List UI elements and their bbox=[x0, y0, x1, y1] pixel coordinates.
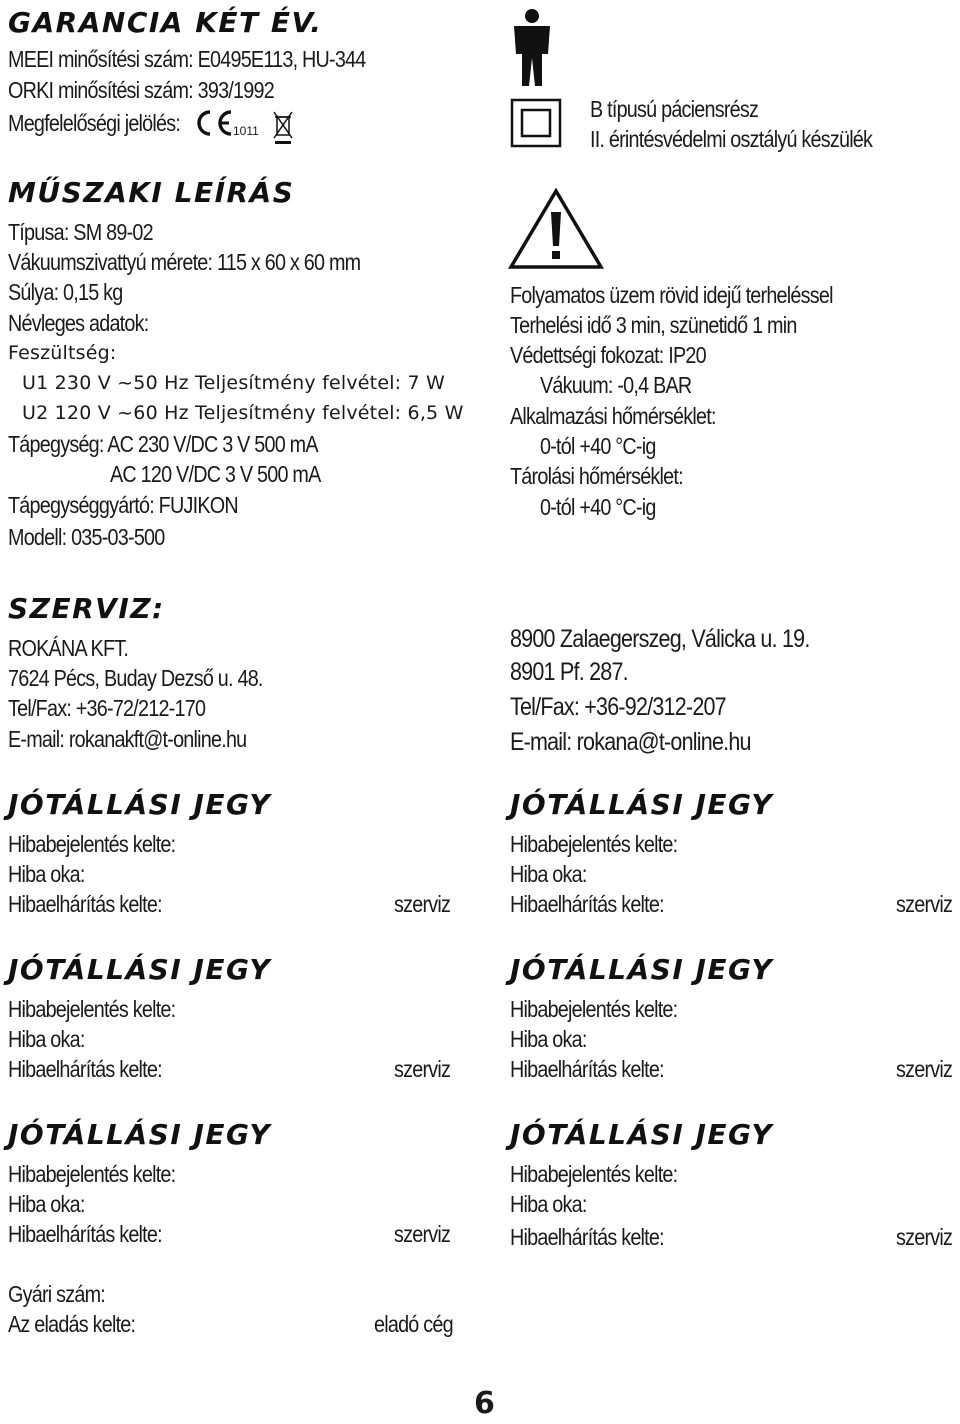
service-left-phone: Tel/Fax: +36-72/212-170 bbox=[8, 695, 206, 721]
card-service: szerviz bbox=[394, 891, 451, 917]
page-number: 6 bbox=[474, 1386, 495, 1421]
seller-label: eladó cég bbox=[374, 1311, 453, 1337]
op-line-4: Vákuum: -0,4 BAR bbox=[540, 372, 692, 398]
card-title: JÓTÁLLÁSI JEGY bbox=[8, 788, 272, 821]
card-title: JÓTÁLLÁSI JEGY bbox=[510, 788, 774, 821]
card-title: JÓTÁLLÁSI JEGY bbox=[8, 1118, 272, 1151]
card-title: JÓTÁLLÁSI JEGY bbox=[510, 1118, 774, 1151]
card-report-date: Hibabejelentés kelte: bbox=[8, 831, 176, 857]
card-report-date: Hibabejelentés kelte: bbox=[8, 996, 176, 1022]
card-cause: Hiba oka: bbox=[510, 1026, 587, 1052]
card-fix-date: Hibaelhárítás kelte: bbox=[510, 1056, 664, 1082]
card-service: szerviz bbox=[896, 1056, 953, 1082]
meei-number: MEEI minősítési szám: E0495E113, HU-344 bbox=[8, 46, 366, 72]
conformity-label: Megfelelőségi jelölés: bbox=[8, 110, 181, 136]
service-left-email: E-mail: rokanakft@t-online.hu bbox=[8, 726, 247, 752]
card-service: szerviz bbox=[394, 1056, 451, 1082]
service-title: SZERVIZ: bbox=[8, 592, 165, 625]
spec-psu1: Tápegység: AC 230 V/DC 3 V 500 mA bbox=[8, 431, 318, 457]
warranty-card bbox=[510, 1118, 960, 1248]
spec-u2: U2 120 V ~60 Hz Teljesítmény felvétel: 6,5 W bbox=[22, 402, 464, 424]
warranty-card bbox=[510, 953, 960, 1083]
op-line-1: Folyamatos üzem rövid idejű terheléssel bbox=[510, 282, 833, 308]
op-line-2: Terhelési idő 3 min, szünetidő 1 min bbox=[510, 312, 797, 338]
card-fix-date: Hibaelhárítás kelte: bbox=[8, 891, 162, 917]
spec-weight: Súlya: 0,15 kg bbox=[8, 279, 123, 305]
orki-number: ORKI minősítési szám: 393/1992 bbox=[8, 77, 274, 103]
service-right-email: E-mail: rokana@t-online.hu bbox=[510, 728, 751, 756]
op-line-5: Alkalmazási hőmérséklet: bbox=[510, 403, 716, 429]
op-line-3: Védettségi fokozat: IP20 bbox=[510, 342, 706, 368]
weee-bin-icon bbox=[272, 110, 294, 146]
card-service: szerviz bbox=[394, 1221, 451, 1247]
card-report-date: Hibabejelentés kelte: bbox=[510, 1161, 678, 1187]
card-title: JÓTÁLLÁSI JEGY bbox=[510, 953, 774, 986]
spec-psu-maker: Tápegységgyártó: FUJIKON bbox=[8, 492, 238, 518]
warranty-card bbox=[510, 788, 960, 918]
card-cause: Hiba oka: bbox=[510, 861, 587, 887]
double-square-class-ii-icon bbox=[510, 98, 562, 148]
b-type-text: B típusú páciensrész bbox=[590, 96, 759, 122]
card-cause: Hiba oka: bbox=[8, 1026, 85, 1052]
card-service: szerviz bbox=[896, 891, 953, 917]
service-left-address: 7624 Pécs, Buday Dezső u. 48. bbox=[8, 665, 263, 691]
op-line-7: Tárolási hőmérséklet: bbox=[510, 463, 683, 489]
op-line-8: 0-tól +40 °C-ig bbox=[540, 494, 656, 520]
spec-psu2: AC 120 V/DC 3 V 500 mA bbox=[110, 461, 321, 487]
serial-number-label: Gyári szám: bbox=[8, 1281, 106, 1307]
card-cause: Hiba oka: bbox=[8, 1191, 85, 1217]
card-fix-date: Hibaelhárítás kelte: bbox=[8, 1056, 162, 1082]
warranty-card bbox=[8, 953, 458, 1083]
card-report-date: Hibabejelentés kelte: bbox=[510, 996, 678, 1022]
service-right-phone: Tel/Fax: +36-92/312-207 bbox=[510, 693, 726, 721]
specs-title: MŰSZAKI LEÍRÁS bbox=[8, 176, 295, 209]
warranty-card bbox=[8, 788, 458, 918]
sale-date-label: Az eladás kelte: bbox=[8, 1311, 136, 1337]
warranty-title: GARANCIA KÉT ÉV. bbox=[8, 6, 323, 39]
warranty-card bbox=[8, 1118, 458, 1248]
service-left-name: ROKÁNA KFT. bbox=[8, 635, 129, 661]
service-right-address: 8900 Zalaegerszeg, Válicka u. 19. bbox=[510, 625, 810, 653]
service-right-pobox: 8901 Pf. 287. bbox=[510, 658, 628, 686]
spec-voltage: Feszültség: bbox=[8, 342, 117, 364]
spec-rated: Névleges adatok: bbox=[8, 310, 149, 336]
card-cause: Hiba oka: bbox=[8, 861, 85, 887]
card-fix-date: Hibaelhárítás kelte: bbox=[510, 1224, 664, 1250]
card-report-date: Hibabejelentés kelte: bbox=[8, 1161, 176, 1187]
ce-notified-body-number: 1011 bbox=[233, 124, 259, 138]
op-line-6: 0-tól +40 °C-ig bbox=[540, 433, 656, 459]
spec-pump-size: Vákuumszivattyú mérete: 115 x 60 x 60 mm bbox=[8, 249, 361, 275]
type-b-applied-part-icon bbox=[508, 8, 556, 88]
card-title: JÓTÁLLÁSI JEGY bbox=[8, 953, 272, 986]
spec-type: Típusa: SM 89-02 bbox=[8, 219, 153, 245]
class-ii-text: II. érintésvédelmi osztályú készülék bbox=[590, 126, 873, 152]
card-cause: Hiba oka: bbox=[510, 1191, 587, 1217]
card-fix-date: Hibaelhárítás kelte: bbox=[510, 891, 664, 917]
card-service: szerviz bbox=[896, 1224, 953, 1250]
spec-u1: U1 230 V ~50 Hz Teljesítmény felvétel: 7 W bbox=[22, 372, 446, 394]
spec-model: Modell: 035-03-500 bbox=[8, 524, 165, 550]
card-report-date: Hibabejelentés kelte: bbox=[510, 831, 678, 857]
ce-mark-icon bbox=[193, 108, 235, 138]
card-fix-date: Hibaelhárítás kelte: bbox=[8, 1221, 162, 1247]
warning-triangle-icon bbox=[508, 188, 604, 270]
